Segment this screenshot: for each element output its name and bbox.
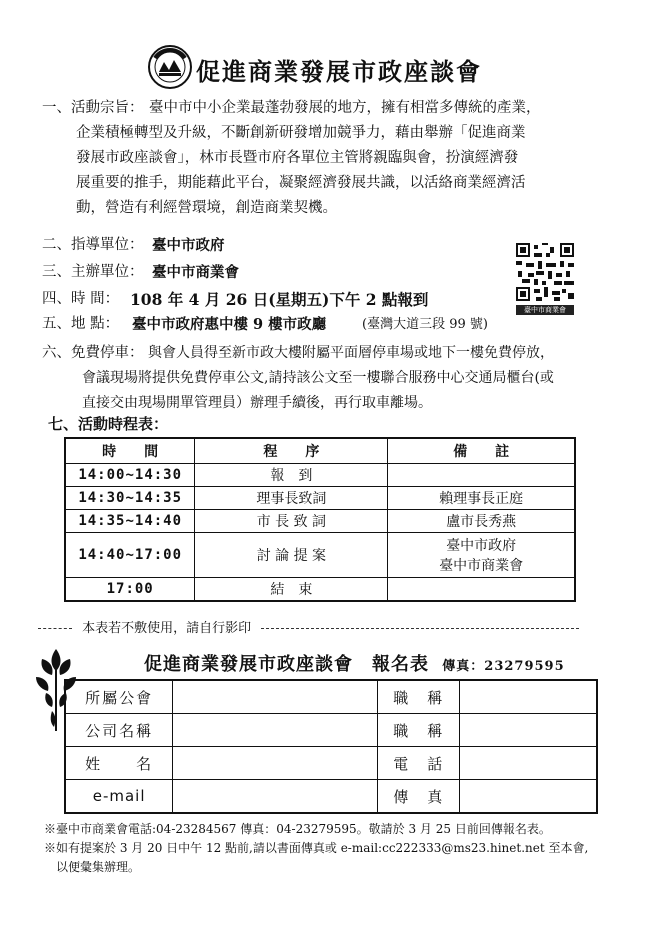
schedule-program: 理事長致詞 (195, 487, 388, 510)
guide-label: 二、指導單位： (42, 237, 144, 253)
parking-line-3: 直接交由現場開單管理員）辦理手續後，再行取車離場。 (82, 395, 432, 411)
schedule-note-line: 臺中市商業會 (439, 558, 524, 574)
purpose-line-4: 展重要的推手，期能藉此平台，凝聚經濟發展共識，以活絡商業經濟活 (76, 175, 526, 191)
table-row (65, 510, 575, 533)
guide-value: 臺中市政府 (152, 237, 225, 254)
company-title-input[interactable] (460, 714, 597, 747)
schedule-program: 討 論 提 案 (195, 533, 388, 578)
union-input[interactable] (173, 680, 378, 714)
company-input[interactable] (173, 714, 378, 747)
schedule-time: 14:40~17:00 (65, 533, 195, 578)
email-input[interactable] (173, 780, 378, 814)
table-row (65, 533, 575, 578)
form-label: 姓 名 (65, 747, 173, 780)
fax-input[interactable] (460, 780, 597, 814)
host-value: 臺中市商業會 (152, 264, 239, 281)
schedule-program: 市 長 致 詞 (195, 510, 388, 533)
form-title-text: 促進商業發展市政座談會 報名表 (144, 654, 429, 675)
place-value: 臺中市政府惠中樓 9 樓市政廳 (132, 316, 327, 333)
table-row (65, 487, 575, 510)
registration-form (64, 679, 598, 814)
form-title (144, 650, 565, 676)
schedule-note (388, 464, 575, 487)
purpose-line-2: 企業積極轉型及升級，不斷創新研發增加競爭力，藉由舉辦「促進商業 (76, 125, 526, 141)
association-logo (147, 44, 193, 90)
schedule-header-note: 備 註 (388, 438, 575, 464)
phone-input[interactable] (460, 747, 597, 780)
parking-line-2: 會議現場將提供免費停車公文,請持該公文至一樓聯合服務中心交通局櫃台(或 (82, 370, 554, 386)
place-label: 五、地 點： (42, 316, 120, 332)
time-value: 108 年 4 月 26 日(星期五)下午 2 點報到 (130, 290, 429, 309)
purpose-line-5: 動，營造有利經營環境，創造商業契機。 (76, 200, 337, 216)
place-note: (臺灣大道三段 99 號) (362, 317, 488, 332)
host-label: 三、主辦單位： (42, 264, 144, 280)
qr-code-icon (516, 243, 574, 301)
dashed-divider (38, 628, 72, 629)
table-row (65, 464, 575, 487)
schedule-time: 14:00~14:30 (65, 464, 195, 487)
time-label: 四、時 間： (42, 291, 120, 307)
qr-caption: 臺中市商業會 (516, 305, 574, 315)
form-label: 職 稱 (378, 714, 460, 747)
schedule-time: 17:00 (65, 578, 195, 602)
form-row (65, 714, 597, 747)
form-label: 所屬公會 (65, 680, 173, 714)
form-label: e-mail (65, 780, 173, 814)
schedule-program: 結 束 (195, 578, 388, 602)
purpose-label: 一、活動宗旨： (42, 100, 144, 116)
form-row (65, 780, 597, 814)
table-row (65, 578, 575, 602)
schedule-header-row (65, 438, 575, 464)
form-label: 傳 真 (378, 780, 460, 814)
form-row (65, 680, 597, 714)
schedule-note: 盧市長秀燕 (388, 510, 575, 533)
schedule-time: 14:30~14:35 (65, 487, 195, 510)
schedule-label: 七、活動時程表： (48, 415, 169, 433)
schedule-header-program: 程 序 (195, 438, 388, 464)
union-title-input[interactable] (460, 680, 597, 714)
page-title: 促進商業發展市政座談會 (196, 57, 482, 86)
footer-note-3: 以便彙集辦理。 (56, 860, 141, 874)
form-label: 公司名稱 (65, 714, 173, 747)
footer-note-1: ※臺中市商業會電話:04-23284567 傳真：04-23279595。敬請於 3 月 25 日前回傳報名表。 (44, 822, 551, 836)
schedule-note-line: 臺中市政府 (446, 538, 517, 554)
schedule-note-multi (388, 533, 575, 578)
parking-line-1: 與會人員得至新市政大樓附屬平面層停車場或地下一樓免費停放， (148, 345, 554, 361)
schedule-table (64, 437, 576, 602)
cut-line-text: 本表若不敷使用，請自行影印 (82, 621, 252, 636)
purpose-line-3: 發展市政座談會」，林市長暨市府各單位主管將親臨與會，扮演經濟發 (76, 150, 519, 166)
form-fax: 傳真：23279595 (442, 659, 565, 674)
form-label: 電 話 (378, 747, 460, 780)
footer-note-2: ※如有提案於 3 月 20 日中午 12 點前,請以書面傳真或 e-mail:cc222333@ms23.hinet.net 至本會, (44, 841, 589, 855)
schedule-program: 報 到 (195, 464, 388, 487)
form-label: 職 稱 (378, 680, 460, 714)
name-input[interactable] (173, 747, 378, 780)
cut-line (38, 617, 618, 636)
purpose-line-1: 臺中市中小企業最蓬勃發展的地方，擁有相當多傳統的產業， (149, 100, 541, 116)
form-row (65, 747, 597, 780)
schedule-time: 14:35~14:40 (65, 510, 195, 533)
schedule-header-time: 時 間 (65, 438, 195, 464)
schedule-note: 賴理事長正庭 (388, 487, 575, 510)
parking-label: 六、免費停車： (42, 345, 144, 361)
schedule-note (388, 578, 575, 602)
dashed-divider (261, 628, 579, 629)
